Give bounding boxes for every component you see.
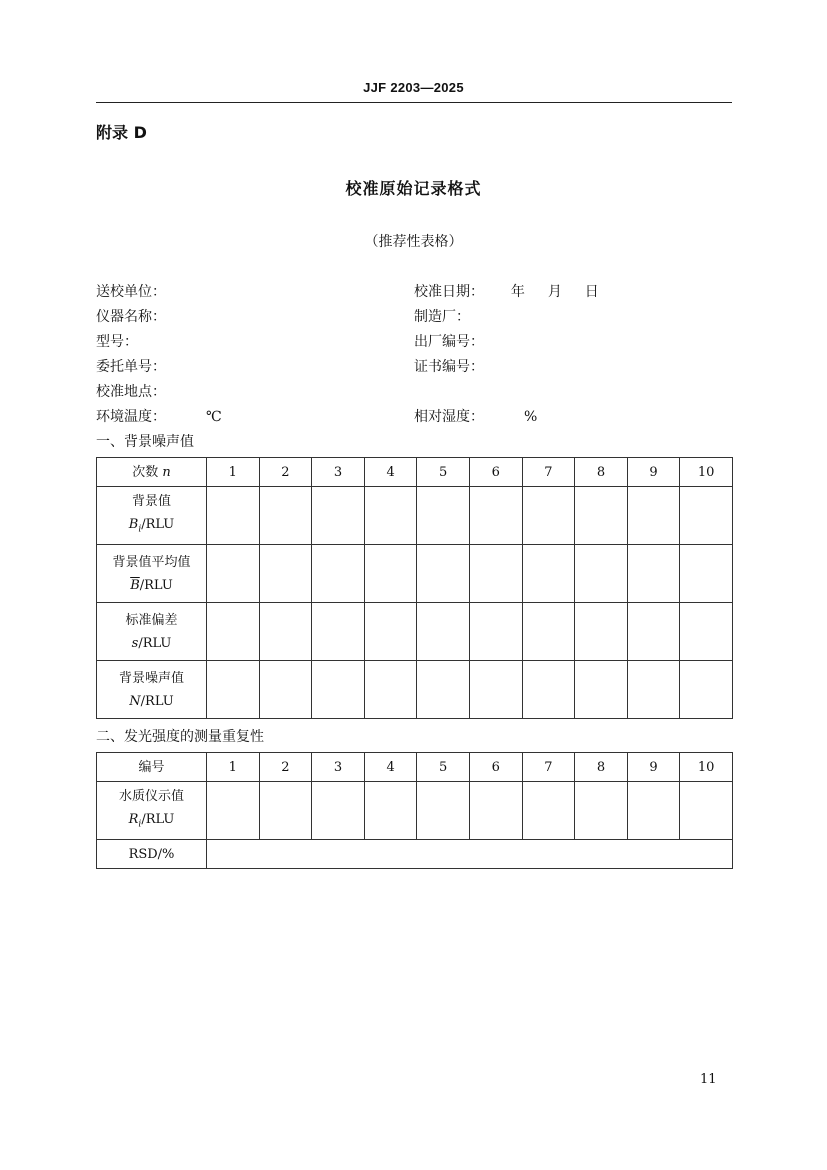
table-row — [97, 661, 733, 719]
cal-date-label: 校准日期： — [414, 284, 484, 300]
table-row — [97, 840, 733, 869]
col-header: 1 — [207, 753, 260, 782]
repeatability-table — [96, 752, 733, 869]
appendix-label: 附录 D — [96, 123, 147, 142]
manufacturer-field: 制造厂： — [414, 309, 470, 325]
header-number: 编号 — [97, 753, 207, 782]
table-row — [97, 545, 733, 603]
col-header: 5 — [417, 458, 470, 487]
col-header: 7 — [522, 458, 575, 487]
sender-field: 送校单位： — [96, 284, 166, 300]
col-header: 9 — [627, 458, 680, 487]
table-row — [97, 487, 733, 545]
col-header: 8 — [575, 458, 628, 487]
temperature-unit: ℃ — [206, 409, 222, 425]
page-title: 校准原始记录格式 — [345, 179, 482, 198]
row-label-instrument-reading: 水质仪示值 $R_i$/RLU — [97, 782, 207, 840]
col-header: 2 — [259, 753, 312, 782]
model-field: 型号： — [96, 334, 138, 350]
col-header: 3 — [312, 753, 365, 782]
order-field: 委托单号： — [96, 359, 166, 375]
row-label-std-dev: 标准偏差 s/RLU — [97, 603, 207, 661]
col-header: 6 — [469, 753, 522, 782]
serial-field: 出厂编号： — [414, 334, 484, 350]
temperature-field — [96, 406, 222, 426]
row-label-background-mean: 背景值平均值 $\overline{B}$/RLU — [97, 545, 207, 603]
col-header: 1 — [207, 458, 260, 487]
col-header: 10 — [680, 753, 733, 782]
cal-date-month: 月 — [547, 284, 562, 300]
row-label-rsd: RSD/% — [97, 840, 207, 869]
humidity-label: 相对湿度： — [414, 409, 484, 425]
col-header: 10 — [680, 458, 733, 487]
table-row — [97, 782, 733, 840]
col-header: 6 — [469, 458, 522, 487]
rsd-value-cell — [207, 840, 733, 869]
cal-date-field — [414, 281, 599, 301]
col-header: 3 — [312, 458, 365, 487]
col-header: 9 — [627, 753, 680, 782]
row-label-background: 背景值 $B_i$/RLU — [97, 487, 207, 545]
header-count: 次数 n — [97, 458, 207, 487]
document-code: JJF 2203—2025 — [363, 80, 464, 95]
humidity-unit: % — [524, 409, 538, 425]
row-label-background-noise: 背景噪声值 N/RLU — [97, 661, 207, 719]
cal-date-year: 年 — [510, 284, 525, 300]
humidity-field — [414, 406, 537, 426]
table-row — [97, 603, 733, 661]
cal-date-day: 日 — [584, 284, 599, 300]
background-noise-table — [96, 457, 733, 719]
section1-title: 一、背景噪声值 — [96, 434, 194, 450]
temperature-label: 环境温度： — [96, 409, 166, 425]
header-rule — [96, 102, 732, 103]
col-header: 7 — [522, 753, 575, 782]
col-header: 5 — [417, 753, 470, 782]
section2-title: 二、发光强度的测量重复性 — [96, 729, 264, 745]
page-number: 11 — [700, 1072, 717, 1087]
col-header: 8 — [575, 753, 628, 782]
col-header: 2 — [259, 458, 312, 487]
table-header-row — [97, 753, 733, 782]
table-header-row — [97, 458, 733, 487]
certificate-field: 证书编号： — [414, 359, 484, 375]
col-header: 4 — [364, 753, 417, 782]
instrument-field: 仪器名称： — [96, 309, 166, 325]
location-field: 校准地点： — [96, 384, 166, 400]
col-header: 4 — [364, 458, 417, 487]
page-subtitle: （推荐性表格） — [364, 234, 463, 250]
